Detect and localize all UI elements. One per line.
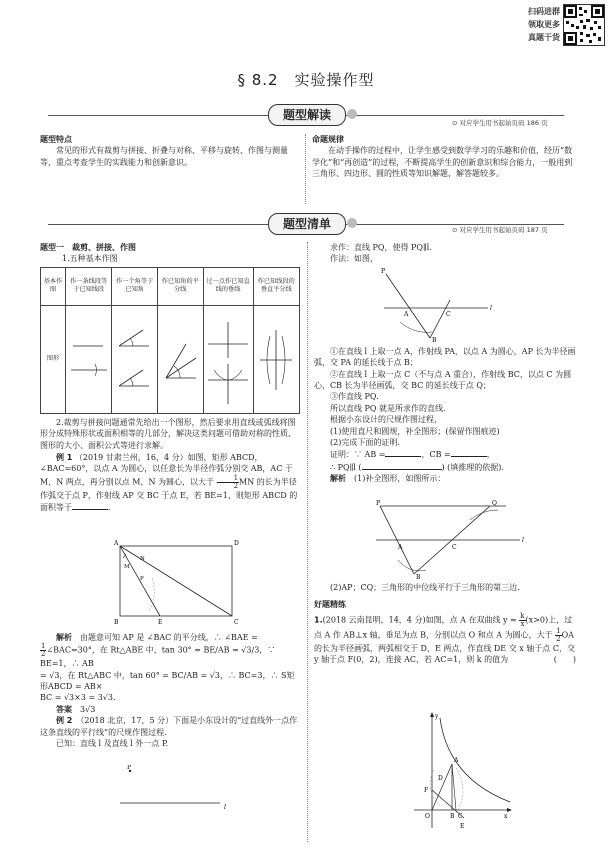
angle-construction-figure <box>115 308 155 408</box>
analysis-text: (1)补全图形，如图所示： <box>354 473 446 483</box>
figure-cell <box>203 305 253 413</box>
fig3-label: B <box>432 337 437 342</box>
known-text: 已知：直线 l 及直线 l 外一点 P. <box>56 738 169 748</box>
hyperbola-figure <box>404 710 514 835</box>
analysis-block <box>40 632 300 749</box>
fig1-label: D <box>234 540 239 547</box>
fig3-label: A <box>404 311 409 318</box>
frac-den: 2 <box>233 481 239 490</box>
figure-cell <box>112 305 158 413</box>
features-text: 常见的形式有裁剪与拼接、折叠与对称、平移与旋转、作图与测量等，重点考查学生的实践能力和创新意识。 <box>40 146 288 167</box>
features-heading: 题型特点 <box>40 135 72 144</box>
example-source: （2019 甘肃兰州，16，4 分） <box>74 452 188 462</box>
basic-construction-table <box>40 267 300 414</box>
book-icon: ⊙ <box>452 226 458 234</box>
step-text: ②在直线 l 上取一点 C（不与点 A 重合），作射线 BC，以点 C 为圆心，CB 长为半径画弧，交 BC 的延长线于点 Q； <box>314 369 572 391</box>
analysis-text: 由题意可知 AP 是 ∠BAC 的平分线，∴ ∠BAE = <box>80 633 258 642</box>
proof-text: ，CB = <box>421 450 451 460</box>
question-text: OA 的长为半径画弧，两弧相交于 D，E 两点，作直线 DE 交 x 轴于点 C，交 y 轴于点 F(0，2)，连接 AC，若 AC=1，则 k 的值为 <box>314 630 575 665</box>
figure-cell <box>158 305 203 413</box>
perp-bisector-construction-figure <box>256 308 296 408</box>
figure-cell <box>253 305 299 413</box>
fig1-label: B <box>114 619 119 626</box>
proof-text: ， <box>486 450 495 460</box>
right-column <box>314 242 576 265</box>
column-divider <box>307 242 308 842</box>
frac-den: 2 <box>41 650 46 659</box>
answer-label: 答案 <box>56 704 72 714</box>
answer-blank <box>72 501 108 510</box>
fig5-label: x <box>504 813 508 820</box>
fig5-label: A <box>454 757 459 764</box>
fig1-label: A <box>114 540 119 547</box>
section-title: § 8.2 实验操作型 <box>237 71 375 89</box>
fig5-label: y <box>435 713 439 720</box>
banner-label: 题型清单 <box>268 213 346 235</box>
table-row <box>41 305 300 413</box>
page-ref <box>452 226 548 235</box>
promo-line: 扫码进群 <box>528 7 560 16</box>
question-text: (x>0)上，过点 A 作 AB⊥x 轴，垂足为点 B，分别以点 O 和点 A 为圆心，大于 <box>314 615 573 640</box>
book-icon: ⊙ <box>452 119 458 127</box>
promo-line: 领取更多 <box>528 19 560 29</box>
sub-heading: 1.五种基本作图 <box>62 254 118 264</box>
segment-construction-figure <box>69 308 109 408</box>
proof-text: ∴ PQ∥l ( <box>330 462 362 472</box>
method-text: 作法：如图， <box>330 254 378 264</box>
example2 <box>40 715 300 738</box>
analysis-label: 解析 <box>330 473 346 483</box>
sub2-text: 2.裁剪与拼接问题通常先给出一个图形，然后要求用直线或弧线将图形分成特殊形状或面积相等的几部分，解决这类问题可借助对称的性质、图形的大小、面积公式等进行求解。 <box>40 417 296 450</box>
example-text: . <box>108 502 111 512</box>
table-cell: 作一个角等于已知角 <box>112 267 158 305</box>
figure-cell <box>66 305 112 413</box>
fraction-half <box>217 475 239 490</box>
analysis-line: BC = √3×3 = 3√3. <box>40 693 116 703</box>
answer-line <box>40 704 300 715</box>
proof-line <box>314 461 576 473</box>
analysis2-answer: (2)AP；CQ；三角形的中位线平行于三角形的第三边. <box>330 583 520 592</box>
choice-paren: ( ) <box>553 655 576 665</box>
example1 <box>40 452 300 513</box>
fig1-label: C <box>234 619 239 626</box>
fig1-label: M <box>124 564 130 570</box>
example-text: MN 的长为半径作弧交于点 P，作射线 AP 交 BC 于点 E，若 BE=1，则矩形 ABCD 的面积等于 <box>40 477 298 512</box>
fig4-label: Q <box>492 500 497 507</box>
page-ref <box>452 119 548 128</box>
frac-num: k <box>520 611 525 620</box>
question-text: (2)完成下面的证明. <box>330 437 400 447</box>
laws-heading: 命题规律 <box>312 135 344 144</box>
proof-text: ) (填推理的依据). <box>441 462 504 472</box>
laws-text: 在动手操作的过程中，让学生感受到数学学习的乐趣和价值，经历“数学化”和“再创造”的过程，不断提高学生的创新意识和综合能力，一般用到三角形、四边形、圆的性质等知识解题，解答题较多。 <box>312 146 573 179</box>
page-ref-text: 对应学生用书起始页码 187 页 <box>459 226 548 234</box>
analysis-text: ∠BAC=30°，在 Rt△ABE 中，tan 30° = BE/AB = √3/3，∵ BE=1，∴ AB <box>40 645 276 669</box>
frac-num: 1 <box>217 475 239 483</box>
page-ref-text: 对应学生用书起始页码 186 页 <box>459 119 548 127</box>
frac-num: 1 <box>556 626 561 635</box>
features-block <box>40 134 298 168</box>
fig2-label: l <box>224 804 226 811</box>
frac-den: x <box>520 619 525 628</box>
fig3-label: l <box>490 305 492 312</box>
analysis-line <box>40 632 300 643</box>
laws-block <box>312 134 574 179</box>
left-column <box>40 242 300 513</box>
table-cell: 作已知线段的垂直平分线 <box>253 267 299 305</box>
promo-text <box>518 6 560 44</box>
fig5-label: F <box>424 787 429 794</box>
proof-blank[interactable] <box>362 461 442 470</box>
example-text: 如图，矩形 ABCD，∠BAC=60°，以点 A 为圆心，以任意长为半径作弧分别交 AB，AC 于 M，N 两点，再分别以点 M，N 为圆心，以大于 <box>40 452 293 487</box>
fig3-label: P <box>381 268 386 275</box>
fig3-label: C <box>446 311 451 318</box>
qr-code[interactable] <box>563 4 605 46</box>
banner-label: 题型解读 <box>268 104 346 126</box>
question-text: 如图，点 A 在双曲线 y = <box>425 615 517 625</box>
step-text: ③作直线 PQ. <box>330 392 379 402</box>
table-cell: 图形 <box>41 305 66 413</box>
frac-den: 2 <box>556 634 561 643</box>
analysis-label: 解析 <box>56 633 72 642</box>
proof-blank[interactable] <box>451 448 487 457</box>
completed-construction-figure <box>370 500 530 580</box>
fig1-label: N <box>140 556 145 562</box>
table-cell: 过一点作已知直线的垂线 <box>203 267 253 305</box>
type1-heading: 题型一 裁剪、拼接、作图 <box>40 243 136 252</box>
fig5-label: E <box>460 823 465 830</box>
example-label: 例 2 <box>56 716 73 726</box>
example-label: 例 1 <box>56 452 73 462</box>
seek-text: 求作：直线 PQ，使得 PQ∥l. <box>330 243 432 252</box>
frac-num: 1 <box>41 642 46 651</box>
bisector-construction-figure <box>160 308 200 408</box>
practice-question <box>314 613 576 666</box>
proof-line <box>314 448 576 460</box>
fig2-label: P <box>127 765 132 771</box>
perpendicular-construction-figure <box>206 308 250 408</box>
fig5-label: O <box>425 813 430 820</box>
promo-line: 真题干货 <box>528 32 560 42</box>
fig5-label: C <box>458 813 463 820</box>
analysis-line: = √3，在 Rt△ABC 中，tan 60° = BC/AB = √3，∴ BC=3，∴ S矩形ABCD = AB× <box>40 670 295 692</box>
fig4-label: C <box>452 544 457 551</box>
example-text: （2018 北京，17，5 分）下面是小东设计的“过直线外一点作这条直线的平行线”的尺规作图过程. <box>40 716 298 737</box>
step-text: ①在直线 l 上取一点 A，作射线 PA，以点 A 为圆心，AP 长为半径画弧，交 PA 的延长线于点 B； <box>314 347 576 368</box>
proof-text: 证明：∵ AB = <box>330 450 386 460</box>
construction-figure <box>378 266 498 342</box>
fig5-label: B <box>450 813 455 820</box>
fig4-label: l <box>522 537 524 544</box>
column-divider <box>305 134 306 204</box>
table-cell: 作已知角的平分线 <box>158 267 203 305</box>
steps-block <box>314 346 576 484</box>
fig4-label: A <box>398 544 403 551</box>
proof-blank[interactable] <box>385 448 421 457</box>
analysis-line <box>40 643 300 669</box>
point-line-figure <box>110 765 240 811</box>
conclude-text: 所以直线 PQ 就是所求作的直线. <box>330 403 446 413</box>
rectangle-figure <box>112 538 242 628</box>
fig5-label: D <box>438 775 443 782</box>
table-row <box>41 267 300 305</box>
practice-heading: 好题精练 <box>314 600 346 610</box>
qr-code-image <box>564 5 604 45</box>
fig1-label: E <box>158 619 163 626</box>
table-cell: 基本作图 <box>41 267 66 305</box>
question-text: (1)使用直尺和圆规，补全图形；(保留作图痕迹) <box>330 426 500 436</box>
based-text: 根据小东设计的尺规作图过程， <box>330 415 442 425</box>
question-source: (2018 云南昆明，14，4 分) <box>322 615 426 625</box>
analysis2-line <box>314 473 576 484</box>
table-cell: 作一条线段等于已知线段 <box>66 267 112 305</box>
answer-value: 3√3 <box>80 704 96 714</box>
question-number: 1. <box>314 615 323 625</box>
fig4-label: B <box>416 574 421 580</box>
fig1-label: P <box>140 576 144 582</box>
fig4-label: P <box>376 500 381 507</box>
practice-block <box>314 582 576 665</box>
